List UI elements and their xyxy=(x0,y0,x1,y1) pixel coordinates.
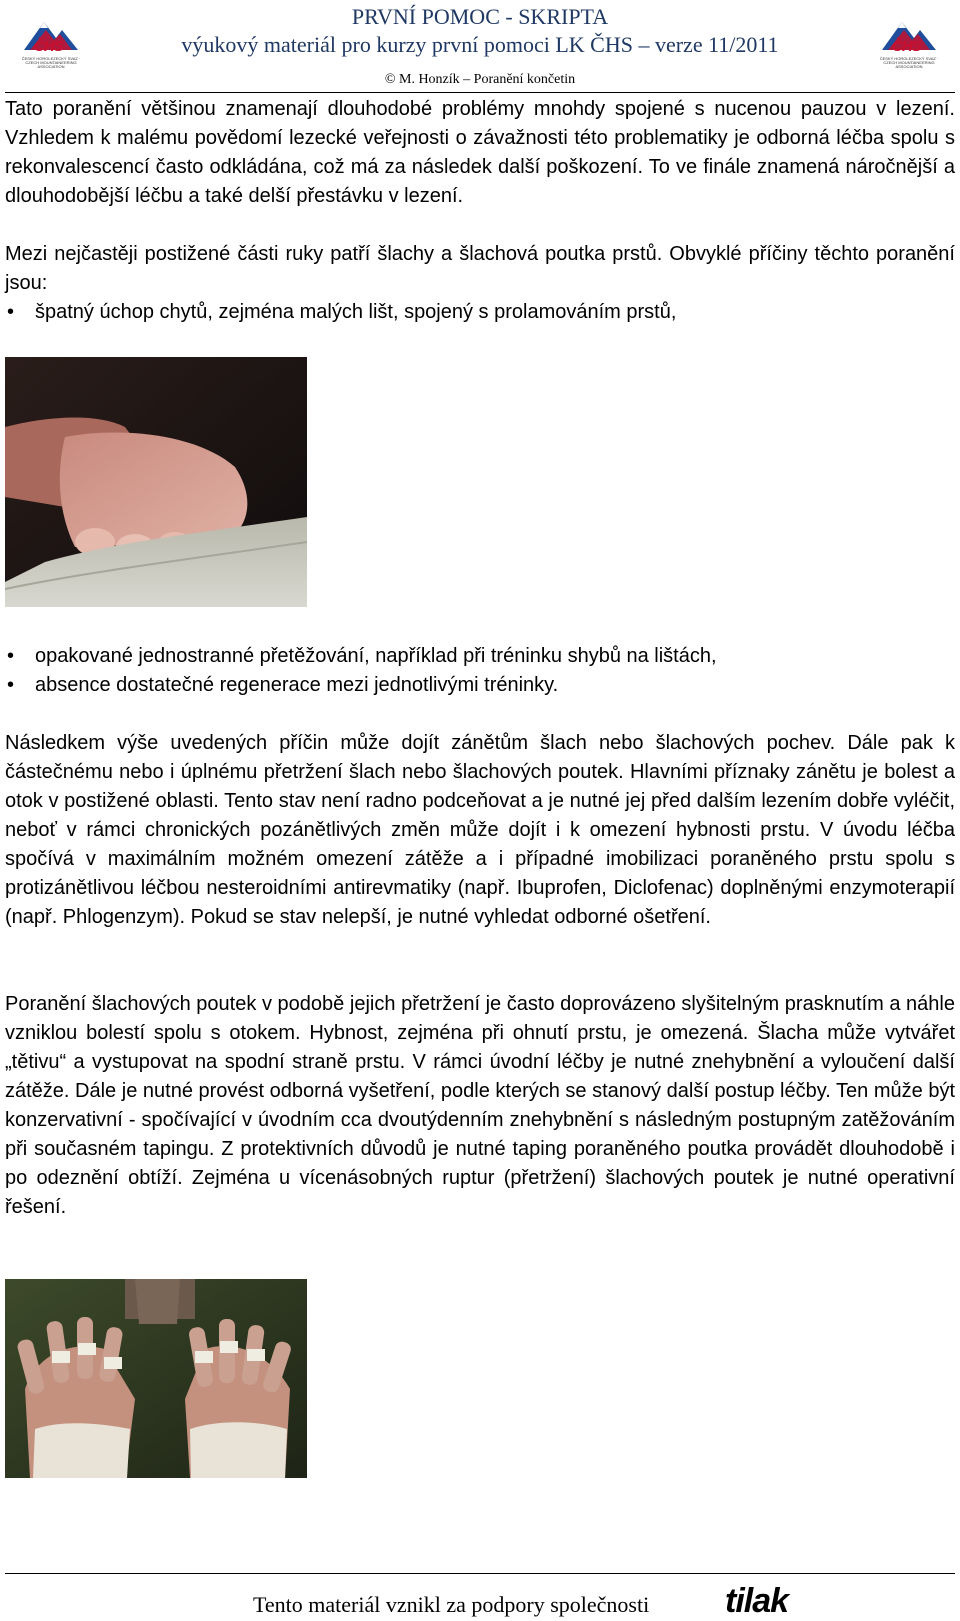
photo-crimp-grip xyxy=(5,357,307,607)
list-item-text: opakované jednostranné přetěžování, například při tréninku shybů na lištách, xyxy=(35,645,717,667)
list-item-text: špatný úchop chytů, zejména malých lišt, spojený s prolamováním prstů, xyxy=(35,301,677,323)
chs-logo-right xyxy=(878,16,940,69)
photo-taped-hands xyxy=(5,1279,307,1478)
paragraph-causes: Mezi nejčastěji postižené části ruky patří šlachy a šlachová poutka prstů. Obvyklé příčiny těchto poranění jsou: xyxy=(5,243,955,294)
logo-tagline: ČESKÝ HOROLEZECKÝ SVAZ · CZECH MOUNTAINEERING ASSOCIATION xyxy=(21,56,81,69)
footer-sponsor-text: Tento materiál vznikl za podpory společnosti xyxy=(253,1592,650,1617)
logo-tagline: ČESKÝ HOROLEZECKÝ SVAZ · CZECH MOUNTAINEERING ASSOCIATION xyxy=(879,56,939,69)
page-header xyxy=(0,0,960,92)
logo-brand-text: ČHS xyxy=(892,38,921,55)
page-subtitle: výukový materiál pro kurzy první pomoci LK ČHS – verze 11/2011 xyxy=(181,32,779,57)
bullet-icon: • xyxy=(7,645,15,667)
paragraph-intro: Tato poranění většinou znamenají dlouhodobé problémy mnohdy spojené s nucenou pauzou v lezení. Vzhledem k malému povědomí lezecké veřejnosti o závažnosti této problematiky je odborná léčba spolu s rekonvalescencí často odkládána, což má za následek další poškození. To ve finále znamená náročnější a dlouhodobější léčbu a také delší přestávku v lezení. xyxy=(5,98,955,207)
page-title: PRVNÍ POMOC - SKRIPTA xyxy=(351,4,609,29)
bullet-icon: • xyxy=(7,674,15,696)
list-item-text: absence dostatečné regenerace mezi jednotlivými tréninky. xyxy=(35,674,559,696)
header-divider xyxy=(5,92,955,93)
paragraph-inflammation: Následkem výše uvedených příčin může dojít zánětům šlach nebo šlachových pochev. Dále pak k částečnému nebo i úplnému přetržení šlach nebo šlachových poutek. Hlavními příznaky zánětu je bolest a otok v postižené oblasti. Tento stav není radno podceňovat a je nutné jej před dalším lezením dobře vyléčit, neboť v rámci chronických pozánětlivých změn může dojít i k omezení hybnosti prstu. V úvodu léčba spočívá v maximálním možném omezení zátěže a i případné imobilizaci poraněného prstu spolu s protizánětlivou léčbou nesteroidními antirevmatiky (např. Ibuprofen, Diclofenac) doplněnými enzymoterapií (např. Phlogenzym). Pokud se stav nelepší, je nutné vyhledat odborné ošetření. xyxy=(5,732,955,928)
logo-brand-text: ČHS xyxy=(34,38,63,55)
tilak-logo: tilak xyxy=(725,1582,789,1620)
page-author: © M. Honzík – Poranění končetin xyxy=(384,72,576,87)
bullet-icon: • xyxy=(7,301,15,323)
paragraph-pulley-rupture: Poranění šlachových poutek v podobě jejich přetržení je často doprovázeno slyšitelným prasknutím a náhle vzniklou bolestí spolu s otokem. Hybnost, zejména při ohnutí prstu, je omezená. Šlacha může vytvářet „tětivu“ a vystupovat na spodní straně prstu. V rámci úvodní léčby je nutné znehybnění a vyloučení další zátěže. Dále je nutné provést odborná vyšetření, podle kterých se stanový další postup léčby. Ten může být konzervativní - spočívající v úvodním cca dvoutýdenním znehybnění s následným postupným zatěžováním při současném tapingu. Z protektivních důvodů je nutné taping poraněného poutka provádět dlouhodobě i po odeznění obtíží. Zejména u vícenásobných ruptur (přetržení) šlachových poutek je nutné operativní řešení. xyxy=(5,993,955,1218)
footer-divider xyxy=(5,1573,955,1574)
